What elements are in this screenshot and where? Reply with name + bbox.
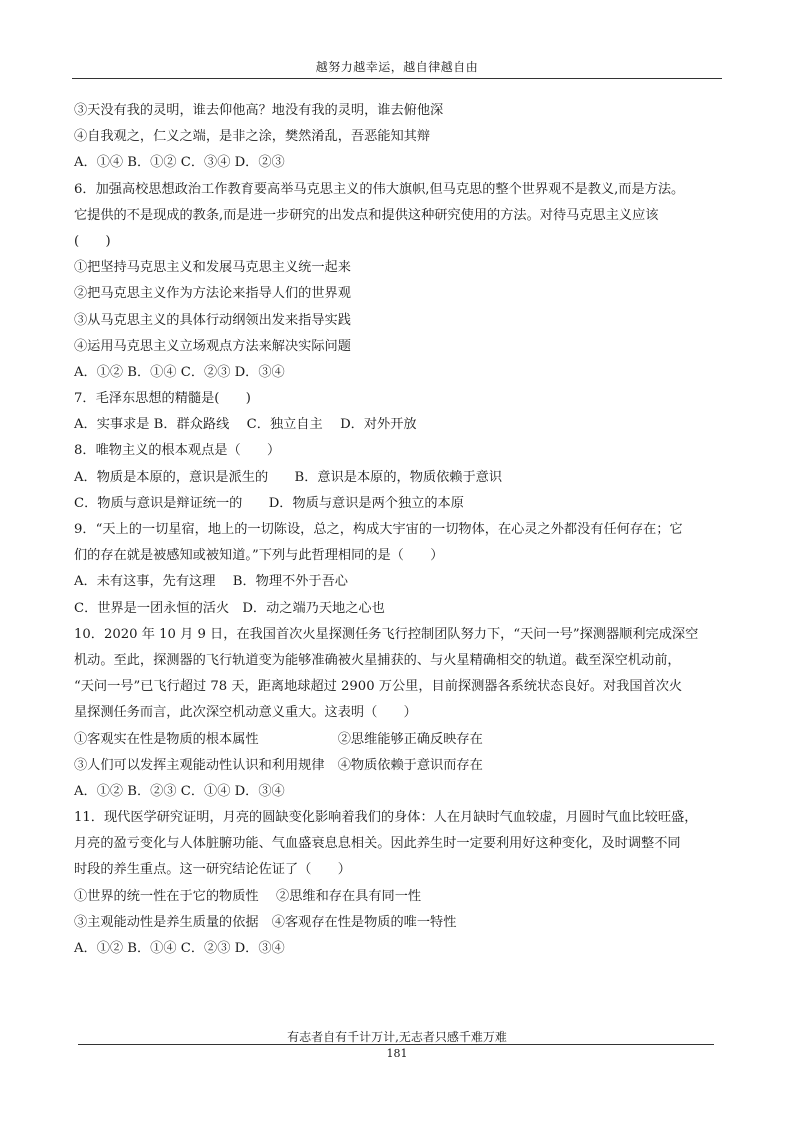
question-10-stem: 10．2020 年 10 月 9 日，在我国首次火星探测任务飞行控制团队努力下，“天问一号”探测器顺利完成深空 xyxy=(74,626,699,642)
page-number: 181 xyxy=(386,1047,408,1060)
answer-options: A．①② B．②③ C．①④ D．③④ xyxy=(74,783,285,799)
header-divider xyxy=(72,78,722,79)
text-line: ③主观能动性是养生质量的依据 ④客观存在性是物质的唯一特性 xyxy=(74,914,457,930)
text-line: ③人们可以发挥主观能动性认识和利用规律 ④物质依赖于意识而存在 xyxy=(74,757,483,773)
text-line: ②把马克思主义作为方法论来指导人们的世界观 xyxy=(74,286,351,302)
text-line: 们的存在就是被感知或被知道。”下列与此哲理相同的是（ ） xyxy=(74,548,444,564)
answer-options: A．未有这事，先有这理 B．物理不外于吾心 xyxy=(74,574,348,590)
footer-motto: 有志者自有千计万计,无志者只感千难万难 xyxy=(287,1030,507,1044)
question-11-stem: 11．现代医学研究证明，月亮的圆缺变化影响着我们的身体：人在月缺时气血较虚，月圆时气血比较旺盛， xyxy=(74,810,698,826)
text-line: 机动。至此，探测器的飞行轨道变为能够准确被火星捕获的、与火星精确相交的轨道。截至深空机动前， xyxy=(74,652,681,668)
text-line: 星探测任务而言，此次深空机动意义重大。这表明（ ） xyxy=(74,705,417,721)
answer-options: C．物质与意识是辩证统一的 D．物质与意识是两个独立的本原 xyxy=(74,495,464,511)
answer-options: A．实事求是 B．群众路线 C．独立自主 D．对外开放 xyxy=(74,417,417,433)
text-line: “天问一号”已飞行超过 78 天，距离地球超过 2900 万公里，目前探测器各系统状态良好。对我国首次火 xyxy=(74,679,683,695)
text-line: ①世界的统一性在于它的物质性 ②思维和存在具有同一性 xyxy=(74,888,422,904)
answer-options: A．①④ B．①② C．③④ D．②③ xyxy=(74,155,285,171)
question-7-stem: 7．毛泽东思想的精髓是( ) xyxy=(74,391,251,407)
answer-options: A．物质是本原的，意识是派生的 B．意识是本原的，物质依赖于意识 xyxy=(74,469,503,485)
question-6-stem: 6．加强高校思想政治工作教育要高举马克思主义的伟大旗帜,但马克思的整个世界观不是教义,而是方法。 xyxy=(74,181,685,197)
footer-divider xyxy=(78,1044,714,1045)
answer-blank: ( ) xyxy=(74,233,111,249)
text-line: ③从马克思主义的具体行动纲领出发来指导实践 xyxy=(74,312,351,328)
text-line: 时段的养生重点。这一研究结论佐证了（ ） xyxy=(74,862,351,878)
question-9-stem: 9．“天上的一切星宿，地上的一切陈设，总之，构成大宇宙的一切物体，在心灵之外都没有任何存在；它 xyxy=(74,522,683,537)
question-8-stem: 8．唯物主义的根本观点是（ ） xyxy=(74,443,281,459)
text-line: ①把坚持马克思主义和发展马克思主义统一起来 xyxy=(74,260,351,276)
header-motto: 越努力越幸运，越自律越自由 xyxy=(315,60,479,74)
text-line: 月亮的盈亏变化与人体脏腑功能、气血盛衰息息相关。因此养生时一定要利用好这种变化，及时调整不同 xyxy=(74,836,681,852)
text-line: ④自我观之，仁义之端，是非之涂，樊然淆乱，吾恶能知其辩 xyxy=(74,129,431,145)
text-line: ①客观实在性是物质的根本属性 ②思维能够正确反映存在 xyxy=(74,731,483,747)
answer-options: C．世界是一团永恒的活火 D．动之端乃天地之心也 xyxy=(74,600,385,616)
text-line: ③天没有我的灵明，谁去仰他高？地没有我的灵明，谁去俯他深 xyxy=(74,103,444,118)
text-line: ④运用马克思主义立场观点方法来解决实际问题 xyxy=(74,338,351,354)
question-body xyxy=(74,98,724,962)
text-line: 它提供的不是现成的教条,而是进一步研究的出发点和提供这种研究使用的方法。对待马克思主义应该 xyxy=(74,207,659,223)
answer-options: A．①② B．①④ C．②③ D．③④ xyxy=(74,941,285,956)
answer-options: A．①② B．①④ C．②③ D．③④ xyxy=(74,364,285,380)
